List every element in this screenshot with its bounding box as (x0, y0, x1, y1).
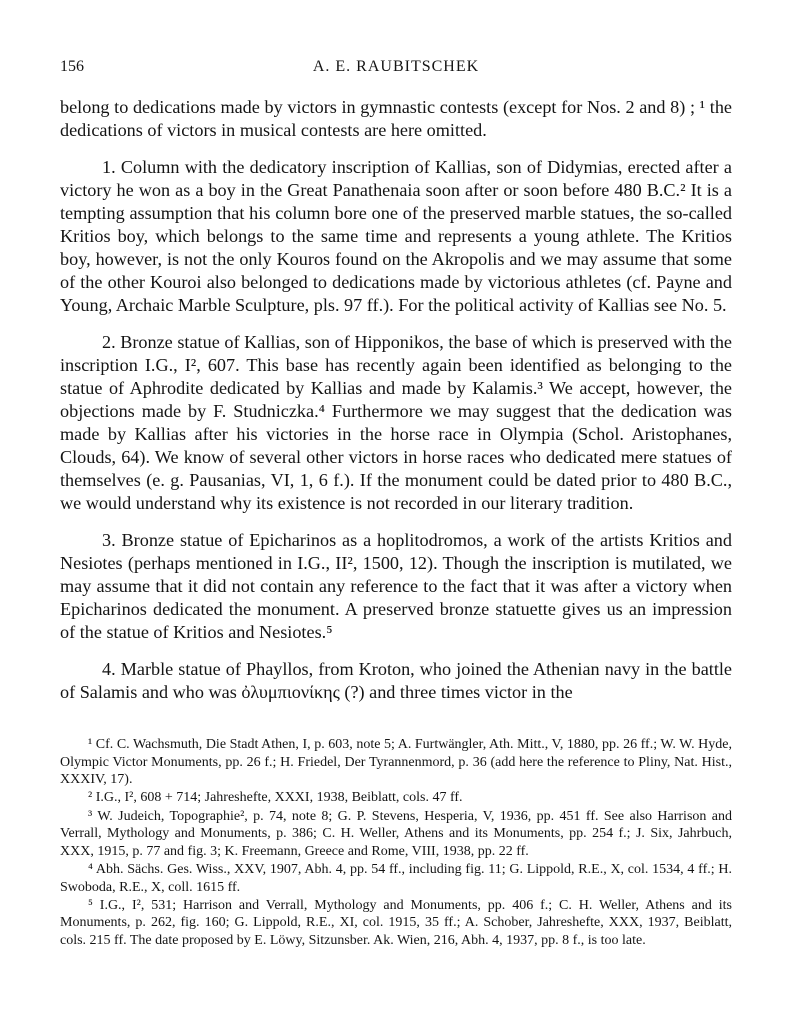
footnote-4: ⁴ Abh. Sächs. Ges. Wiss., XXV, 1907, Abh. 4, pp. 54 ff., including fig. 11; G. Lippold, R.E., X, col. 1534, 4 ff.; H. Swoboda, R.E., X, coll. 1615 ff. (60, 861, 732, 895)
footnote-3: ³ W. Judeich, Topographie², p. 74, note 8; G. P. Stevens, Hesperia, V, 1936, pp. 451 ff. See also Harrison and Verrall, Mythology and Monuments, p. 386; C. H. Weller, Athens and its Monuments, pp. 254 f.; J. Six, Jahrbuch, XXX, 1915, p. 77 and fig. 3; K. Freemann, Greece and Rome, VIII, 1938, pp. 22 ff. (60, 808, 732, 859)
footnote-2: ² I.G., I², 608 + 714; Jahreshefte, XXXI, 1938, Beiblatt, cols. 47 ff. (88, 790, 463, 806)
paragraph-item-3: 3. Bronze statue of Epicharinos as a hoplitodromos, a work of the artists Kritios and Nesiotes (perhaps mentioned in I.G., II², 1500, 12). Though the inscription is mutilated, we may assume that it did not contain any reference to the fact that it was after a victory when Epicharinos dedicated the monument. A preserved bronze statuette gives us an impression of the statue of Kritios and Nesiotes.⁵ (60, 530, 732, 642)
footnote-1: ¹ Cf. C. Wachsmuth, Die Stadt Athen, I, p. 603, note 5; A. Furtwängler, Ath. Mitt., V, 1880, pp. 26 ff.; W. W. Hyde, Olympic Victor Monuments, pp. 26 f.; H. Friedel, Der Tyrannenmord, p. 36 (add here the reference to Pliny, Nat. Hist., XXXIV, 17). (60, 737, 732, 788)
paragraph-continuation: belong to dedications made by victors in gymnastic contests (except for Nos. 2 and 8) ; ¹ the dedications of victors in musical contests are here omitted. (60, 97, 732, 140)
paragraph-item-1: 1. Column with the dedicatory inscription of Kallias, son of Didymias, erected after a victory he won as a boy in the Great Panathenaia soon after or soon before 480 B.C.² It is a tempting assumption that his column bore one of the preserved marble statues, the so-called Kritios boy, which belongs to the same time and represents a young athlete. The Kritios boy, however, is not the only Kouros found on the Akropolis and we may assume that some of the other Kouroi also belonged to dedications made by victorious athletes (cf. Payne and Young, Archaic Marble Sculpture, pls. 97 ff.). For the political activity of Kallias see No. 5. (60, 157, 732, 315)
page-number: 156 (60, 58, 84, 75)
page-header (60, 58, 732, 84)
paragraph-item-2: 2. Bronze statue of Kallias, son of Hipponikos, the base of which is preserved with the inscription I.G., I², 607. This base has recently again been identified as belonging to the statue of Aphrodite dedicated by Kallias and made by Kalamis.³ We accept, however, the objections made by F. Studniczka.⁴ Furthermore we may suggest that the dedication was made by Kallias after his victories in the horse race in Olympia (Schol. Aristophanes, Clouds, 64). We know of several other victors in horse races who dedicated mere statues of themselves (e. g. Pausanias, VI, 1, 6 f.). If the monument could be dated prior to 480 B.C., we would understand why its existence is not recorded in our literary tradition. (60, 332, 732, 513)
paragraph-item-4: 4. Marble statue of Phayllos, from Kroton, who joined the Athenian navy in the battle of Salamis and who was ὀλυμπιονίκης (?) and three times victor in the (60, 659, 732, 702)
footnote-5: ⁵ I.G., I², 531; Harrison and Verrall, Mythology and Monuments, pp. 406 f.; C. H. Weller, Athens and its Monuments, p. 262, fig. 160; G. Lippold, R.E., XI, col. 1915, 35 ff.; A. Schober, Jahreshefte, XXX, 1937, Beiblatt, cols. 215 ff. The date proposed by E. Löwy, Sitzunsber. Ak. Wien, 216, Abh. 4, 1937, pp. 8 f., is too late. (60, 897, 732, 948)
body-text (60, 96, 732, 704)
running-head: A. E. RAUBITSCHEK (312, 58, 480, 75)
page (60, 58, 732, 950)
footnotes (60, 736, 732, 950)
